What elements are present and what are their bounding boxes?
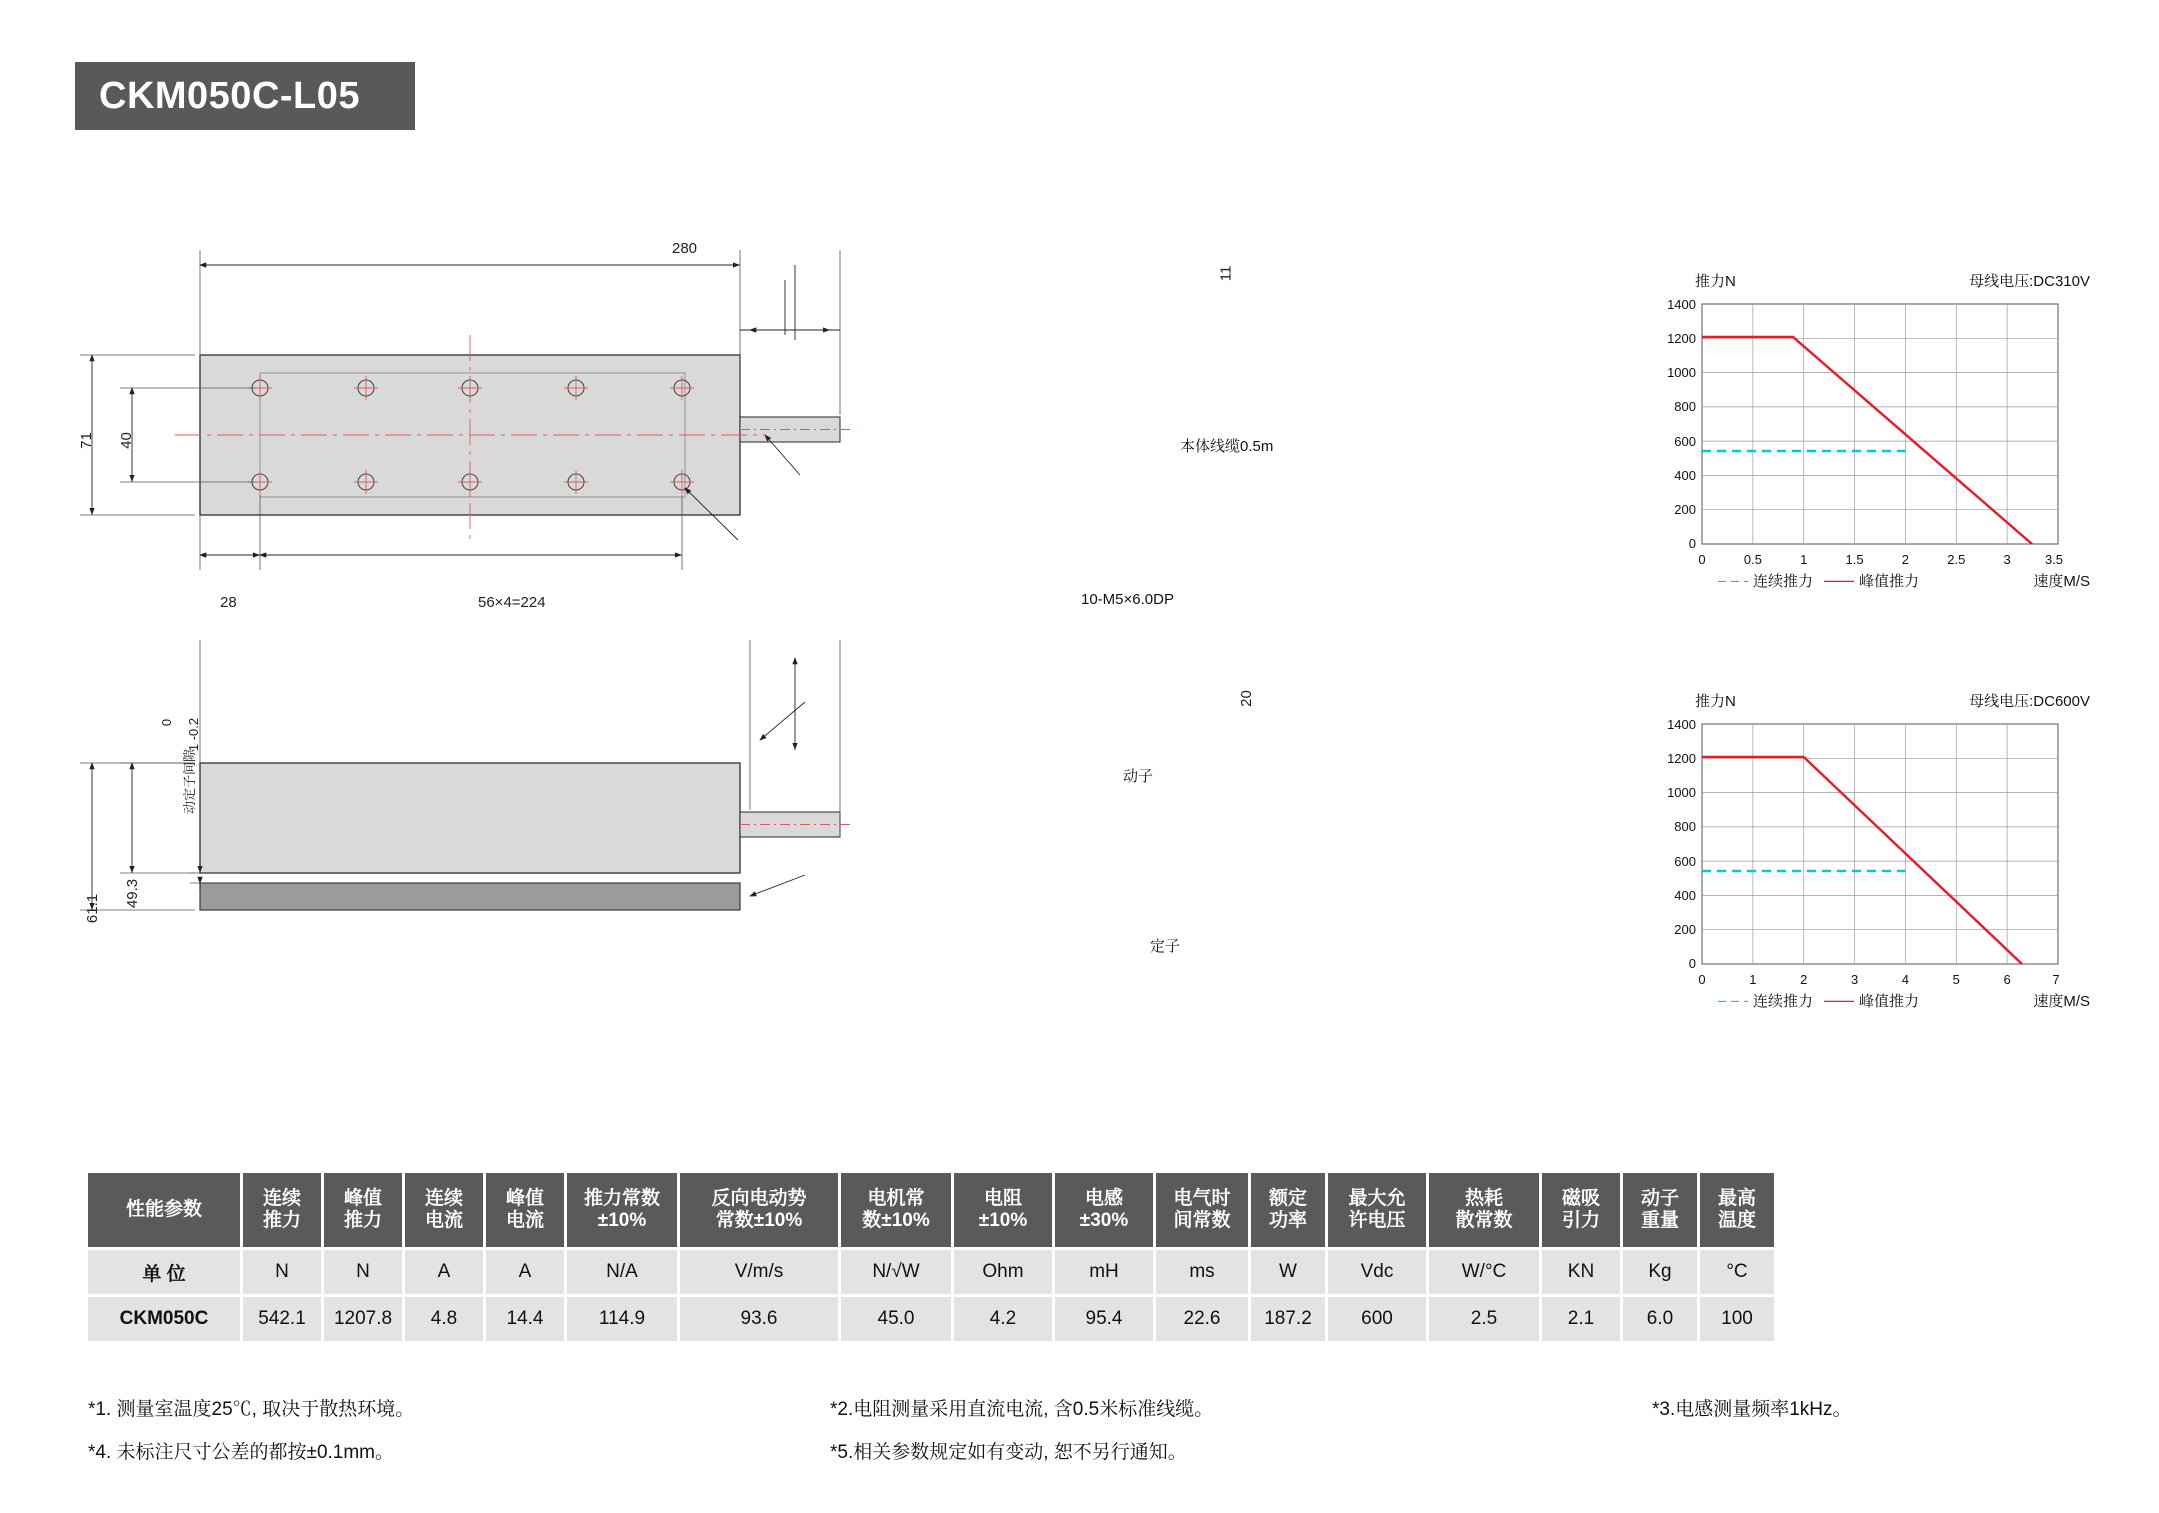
svg-text:3.5: 3.5 [2044,552,2064,567]
cell-value-4: 14.4 [486,1297,564,1341]
cell-unit-11: W [1251,1250,1325,1294]
dim-length-280: 280 [672,240,698,257]
svg-text:1000: 1000 [1667,365,1696,380]
cell-unit-15: Kg [1623,1250,1697,1294]
col-header-rated-power: 额定 功率 [1251,1173,1325,1247]
col-header-mover-weight: 动子 重量 [1623,1173,1697,1247]
page-title: CKM050C-L05 [99,74,361,117]
top-view-drawing [60,210,1310,630]
cell-units-label: 单 位 [88,1250,240,1294]
chart2-legend-peak: 峰值推力 [1859,993,1920,1010]
dim-edge-28: 28 [220,594,237,611]
svg-text:0: 0 [1698,552,1706,567]
cell-model-name: CKM050C [88,1297,240,1341]
col-header-peak-force: 峰值 推力 [324,1173,402,1247]
cell-value-13: 2.5 [1429,1297,1539,1341]
chart1-legend-peak: 峰值推力 [1859,573,1920,590]
dim-gap-upper: 0 [159,718,175,727]
cell-unit-2: N [324,1250,402,1294]
svg-text:3: 3 [1850,972,1859,987]
svg-text:0: 0 [1688,536,1696,551]
cell-unit-7: N/√W [841,1250,951,1294]
cell-value-6: 93.6 [680,1297,838,1341]
side-view-drawing [60,640,1310,1060]
cell-unit-10: ms [1156,1250,1248,1294]
col-header-continuous-current: 连续 电流 [405,1173,483,1247]
cell-value-3: 4.8 [405,1297,483,1341]
footnote-4: *4. 未标注尺寸公差的都按±0.1mm。 [88,1442,395,1463]
cell-unit-13: W/°C [1429,1250,1539,1294]
col-header-inductance: 电感 ±30% [1055,1173,1153,1247]
svg-text:1: 1 [1749,972,1757,987]
svg-text:2.5: 2.5 [1947,552,1966,567]
chart2-plot [1640,712,2090,1002]
cell-value-11: 187.2 [1251,1297,1325,1341]
cell-value-15: 6.0 [1623,1297,1697,1341]
dim-hole-row-40: 40 [117,432,135,449]
force-speed-chart-dc310 [1640,270,2090,590]
svg-text:0: 0 [1698,972,1706,987]
label-stator: 定子 [1150,938,1181,955]
svg-text:0: 0 [1688,956,1696,971]
chart2-xlabel: 速度M/S [2033,993,2090,1010]
chart2-legend-continuous: 连续推力 [1753,993,1814,1010]
svg-text:400: 400 [1674,468,1696,483]
cell-unit-1: N [243,1250,321,1294]
cell-unit-16: °C [1700,1250,1774,1294]
dim-side-20: 20 [1237,690,1255,707]
svg-text:6: 6 [2003,972,2011,987]
svg-text:1: 1 [1800,552,1808,567]
note-cable: 本体线缆0.5m [1180,438,1274,455]
col-header-motor-constant: 电机常 数±10% [841,1173,951,1247]
col-header-max-temperature: 最高 温度 [1700,1173,1774,1247]
cell-value-2: 1207.8 [324,1297,402,1341]
svg-text:1400: 1400 [1667,717,1696,732]
col-header-continuous-force: 连续 推力 [243,1173,321,1247]
chart1-xlabel: 速度M/S [2033,573,2090,590]
col-header-force-constant: 推力常数 ±10% [567,1173,677,1247]
svg-text:600: 600 [1674,854,1696,869]
col-header-param: 性能参数 [88,1173,240,1247]
dim-cable-11: 11 [1217,265,1235,282]
dim-pitch: 56×4=224 [478,594,546,611]
svg-text:2: 2 [1800,972,1808,987]
dim-gap-lower: 1 -0.2 [186,717,202,752]
svg-text:5: 5 [1952,972,1960,987]
svg-text:1.5: 1.5 [1845,552,1864,567]
chart2-title: 推力N [1695,693,1736,710]
dim-height-71: 71 [77,432,95,449]
dim-mover-height: 49.3 [124,878,142,909]
label-mover: 动子 [1123,768,1154,785]
cell-value-7: 45.0 [841,1297,951,1341]
label-gap: 动定子间隙 [182,748,198,815]
col-header-thermal-dissipation: 热耗 散常数 [1429,1173,1539,1247]
svg-text:1200: 1200 [1667,751,1696,766]
cell-value-16: 100 [1700,1297,1774,1341]
cell-unit-4: A [486,1250,564,1294]
svg-text:600: 600 [1674,434,1696,449]
col-header-attraction-force: 磁吸 引力 [1542,1173,1620,1247]
cell-unit-12: Vdc [1328,1250,1426,1294]
cell-unit-3: A [405,1250,483,1294]
table-row-units [88,1250,1774,1294]
cell-value-8: 4.2 [954,1297,1052,1341]
col-header-peak-current: 峰值 电流 [486,1173,564,1247]
svg-text:7: 7 [2052,972,2060,987]
cell-value-1: 542.1 [243,1297,321,1341]
cell-unit-8: Ohm [954,1250,1052,1294]
svg-text:800: 800 [1674,819,1696,834]
chart2-bus-voltage: 母线电压:DC600V [1969,693,2090,710]
dim-total-height: 61.1 [84,893,102,924]
cell-value-10: 22.6 [1156,1297,1248,1341]
svg-text:800: 800 [1674,399,1696,414]
cell-unit-6: V/m/s [680,1250,838,1294]
svg-text:400: 400 [1674,888,1696,903]
svg-text:1400: 1400 [1667,297,1696,312]
footnote-2: *2.电阻测量采用直流电流, 含0.5米标准线缆。 [830,1399,1214,1420]
cell-unit-5: N/A [567,1250,677,1294]
cell-value-12: 600 [1328,1297,1426,1341]
table-header-row [88,1173,1774,1247]
svg-text:4: 4 [1901,972,1910,987]
col-header-resistance: 电阻 ±10% [954,1173,1052,1247]
chart1-title: 推力N [1695,273,1736,290]
cell-value-9: 95.4 [1055,1297,1153,1341]
footnote-1: *1. 测量室温度25℃, 取决于散热环境。 [88,1399,415,1420]
cell-unit-9: mH [1055,1250,1153,1294]
chart1-bus-voltage: 母线电压:DC310V [1969,273,2090,290]
col-header-electrical-time-constant: 电气时 间常数 [1156,1173,1248,1247]
svg-text:0.5: 0.5 [1743,552,1762,567]
cell-value-5: 114.9 [567,1297,677,1341]
svg-text:200: 200 [1674,922,1696,937]
cell-unit-14: KN [1542,1250,1620,1294]
cell-value-14: 2.1 [1542,1297,1620,1341]
footnote-3: *3.电感测量频率1kHz。 [1652,1399,1852,1420]
svg-text:1200: 1200 [1667,331,1696,346]
force-speed-chart-dc600 [1640,690,2090,1010]
svg-text:2: 2 [1901,552,1910,567]
col-header-max-voltage: 最大允 许电压 [1328,1173,1426,1247]
footnote-5: *5.相关参数规定如有变动, 恕不另行通知。 [830,1442,1187,1463]
chart1-legend-continuous: 连续推力 [1753,573,1814,590]
svg-text:3: 3 [2003,552,2011,567]
svg-text:200: 200 [1674,502,1696,517]
table-row-data [88,1297,1774,1341]
chart1-plot [1640,292,2090,582]
svg-text:1000: 1000 [1667,785,1696,800]
spec-table [85,1170,1777,1344]
col-header-bemf-constant: 反向电动势 常数±10% [680,1173,838,1247]
note-holes: 10-M5×6.0DP [1081,591,1174,608]
